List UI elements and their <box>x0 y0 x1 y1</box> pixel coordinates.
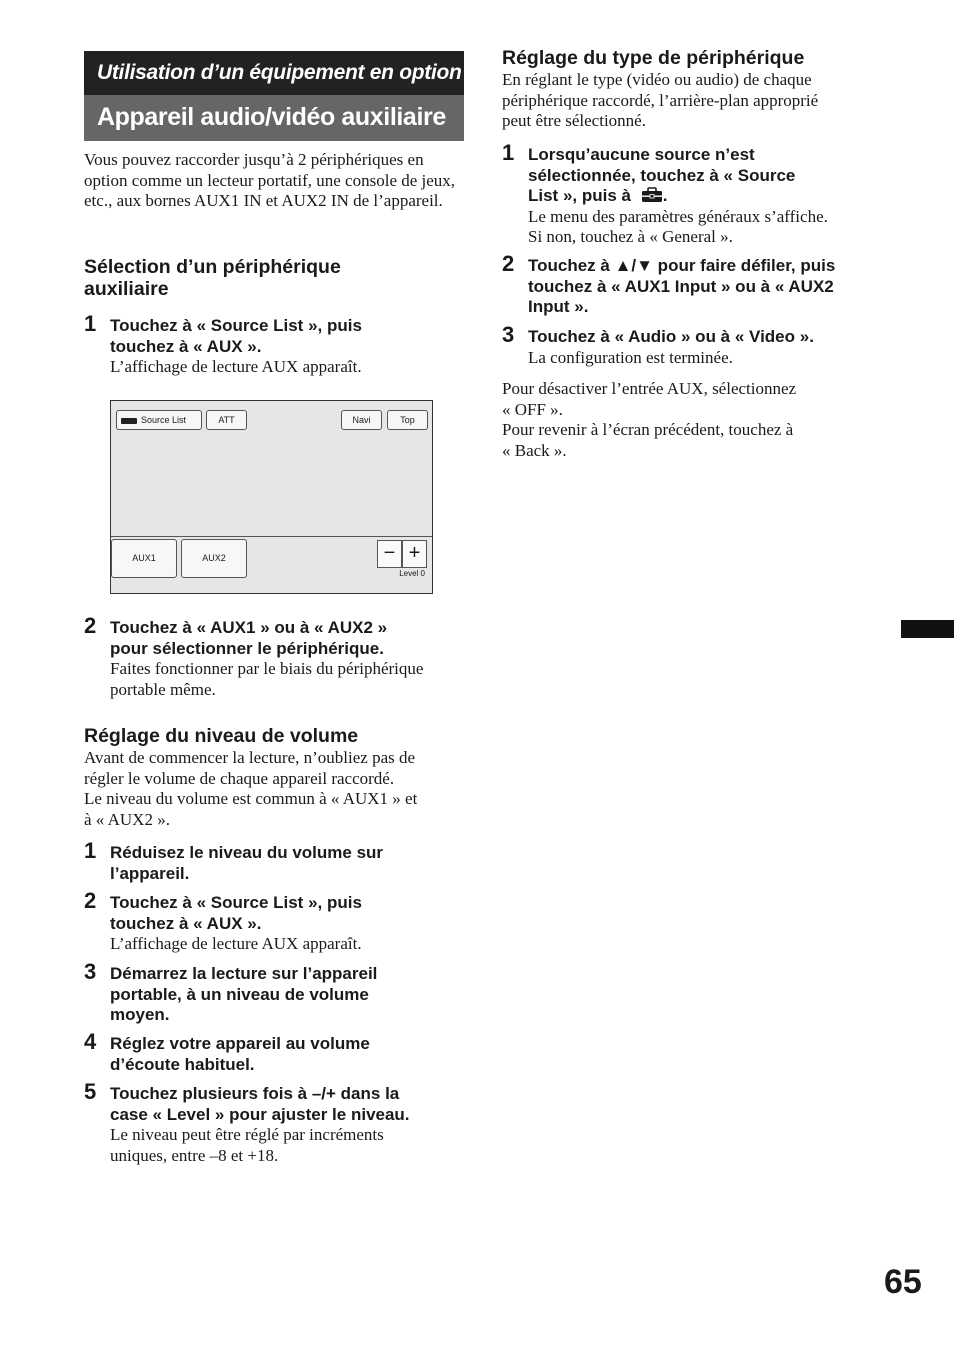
toolbox-icon <box>641 187 663 203</box>
selection-heading-line1: Sélection d’un périphérique <box>84 256 341 278</box>
step-text: touchez à « AUX ». <box>110 336 262 356</box>
step-text: pour sélectionner le périphérique. <box>110 638 384 658</box>
paragraph-line: régler le volume de chaque appareil raccordé. <box>84 768 395 788</box>
paragraph-line: peut être sélectionné. <box>502 111 646 131</box>
level-minus-button[interactable]: − <box>377 540 402 568</box>
step-text: Touchez à ▲/▼ pour faire défiler, puis <box>528 256 836 275</box>
volume-step-5 <box>110 1084 410 1166</box>
paragraph-line: « Back ». <box>502 440 567 460</box>
source-list-label: Source List <box>141 415 187 425</box>
step-text: touchez à « AUX1 Input » ou à « AUX2 <box>528 276 834 296</box>
step-text: Réglez votre appareil au volume <box>110 1034 370 1053</box>
step-number: 4 <box>84 1029 97 1054</box>
step-text: Input ». <box>528 297 589 317</box>
intro-paragraph: Vous pouvez raccorder jusqu’à 2 périphériques en option comme un lecteur portatif, une console de jeux, etc., aux bornes AUX1 IN et AUX2 IN de l’appareil. <box>84 150 456 211</box>
chapter-tab-marker <box>901 620 954 638</box>
type-step-3 <box>528 327 814 368</box>
selection-heading <box>84 256 341 300</box>
step-text-end: . <box>662 186 668 206</box>
source-list-button[interactable] <box>116 410 202 430</box>
paragraph-line: En réglant le type (vidéo ou audio) de chaque <box>502 70 812 89</box>
type-step-2 <box>528 256 835 318</box>
step-text: l’appareil. <box>110 863 190 883</box>
top-button[interactable]: Top <box>387 410 428 430</box>
step-text: List », puis à <box>528 186 631 206</box>
selection-step-2 <box>110 618 423 700</box>
type-heading: Réglage du type de périphérique <box>502 47 805 69</box>
volume-heading: Réglage du niveau de volume <box>84 725 359 747</box>
step-number: 5 <box>84 1079 97 1104</box>
paragraph-line: Avant de commencer la lecture, n’oubliez pas de <box>84 748 416 767</box>
step-text: case « Level » pour ajuster le niveau. <box>110 1104 410 1124</box>
selection-step-1 <box>110 316 362 378</box>
type-step-1 <box>528 145 828 248</box>
selection-heading-line2: auxiliaire <box>84 278 169 300</box>
aux1-button[interactable]: AUX1 <box>111 539 177 578</box>
volume-step-4 <box>110 1034 370 1075</box>
paragraph-line: périphérique raccordé, l’arrière-plan approprié <box>502 90 819 110</box>
step-description: portable même. <box>110 679 216 699</box>
step-number: 1 <box>502 140 515 165</box>
step-description: Faites fonctionner par le biais du périphérique <box>110 659 424 679</box>
page-title: Appareil audio/vidéo auxiliaire <box>84 95 464 141</box>
step-text: portable, à un niveau de volume <box>110 984 369 1004</box>
att-button[interactable]: ATT <box>206 410 247 430</box>
step-text: Touchez plusieurs fois à –/+ dans la <box>110 1084 400 1103</box>
step-description: Si non, touchez à « General ». <box>528 227 733 247</box>
step-number: 2 <box>84 613 97 638</box>
step-text: Touchez à « Source List », puis <box>110 316 362 335</box>
step-number: 3 <box>84 959 97 984</box>
volume-step-3 <box>110 964 377 1026</box>
paragraph-line: Le niveau du volume est commun à « AUX1 » et <box>84 789 418 809</box>
volume-step-2 <box>110 893 362 955</box>
aux2-button[interactable]: AUX2 <box>181 539 247 578</box>
source-icon <box>121 418 137 424</box>
step-text: Réduisez le niveau du volume sur <box>110 843 384 862</box>
paragraph-line: à « AUX2 ». <box>84 809 170 829</box>
step-description: L’affichage de lecture AUX apparaît. <box>110 357 362 377</box>
step-text: Touchez à « Source List », puis <box>110 893 362 912</box>
step-number: 3 <box>502 322 515 347</box>
step-text: d’écoute habituel. <box>110 1054 255 1074</box>
volume-step-1 <box>110 843 383 884</box>
type-notes <box>502 379 796 461</box>
step-description: L’affichage de lecture AUX apparaît. <box>110 934 362 954</box>
step-description: uniques, entre –8 et +18. <box>110 1145 279 1165</box>
section-banner: Utilisation d’un équipement en option <box>84 51 464 95</box>
step-number: 1 <box>84 311 97 336</box>
step-number: 1 <box>84 838 97 863</box>
step-number: 2 <box>502 251 515 276</box>
page-number: 65 <box>884 1263 922 1301</box>
paragraph-line: Pour désactiver l’entrée AUX, sélectionnez <box>502 379 797 398</box>
step-text: sélectionnée, touchez à « Source <box>528 165 796 185</box>
step-description: Le niveau peut être réglé par incréments <box>110 1125 384 1145</box>
step-text: Touchez à « Audio » ou à « Video ». <box>528 327 814 346</box>
paragraph-line: « OFF ». <box>502 399 563 419</box>
step-number: 2 <box>84 888 97 913</box>
step-text: Touchez à « AUX1 » ou à « AUX2 » <box>110 618 388 637</box>
type-paragraph <box>502 70 818 132</box>
navi-button[interactable]: Navi <box>341 410 382 430</box>
step-description: Le menu des paramètres généraux s’affiche. <box>528 206 828 226</box>
level-readout: Level 0 <box>399 569 425 578</box>
step-text-with-icon <box>528 186 828 207</box>
aux-playback-screen <box>110 400 433 594</box>
step-text: Démarrez la lecture sur l’appareil <box>110 964 378 983</box>
paragraph-line: Pour revenir à l’écran précédent, touchez à <box>502 420 794 440</box>
step-text: touchez à « AUX ». <box>110 913 262 933</box>
step-text: Lorsqu’aucune source n’est <box>528 145 755 164</box>
step-description: La configuration est terminée. <box>528 347 733 367</box>
volume-paragraph <box>84 748 417 830</box>
step-text: moyen. <box>110 1005 170 1025</box>
level-plus-button[interactable]: + <box>402 540 427 568</box>
